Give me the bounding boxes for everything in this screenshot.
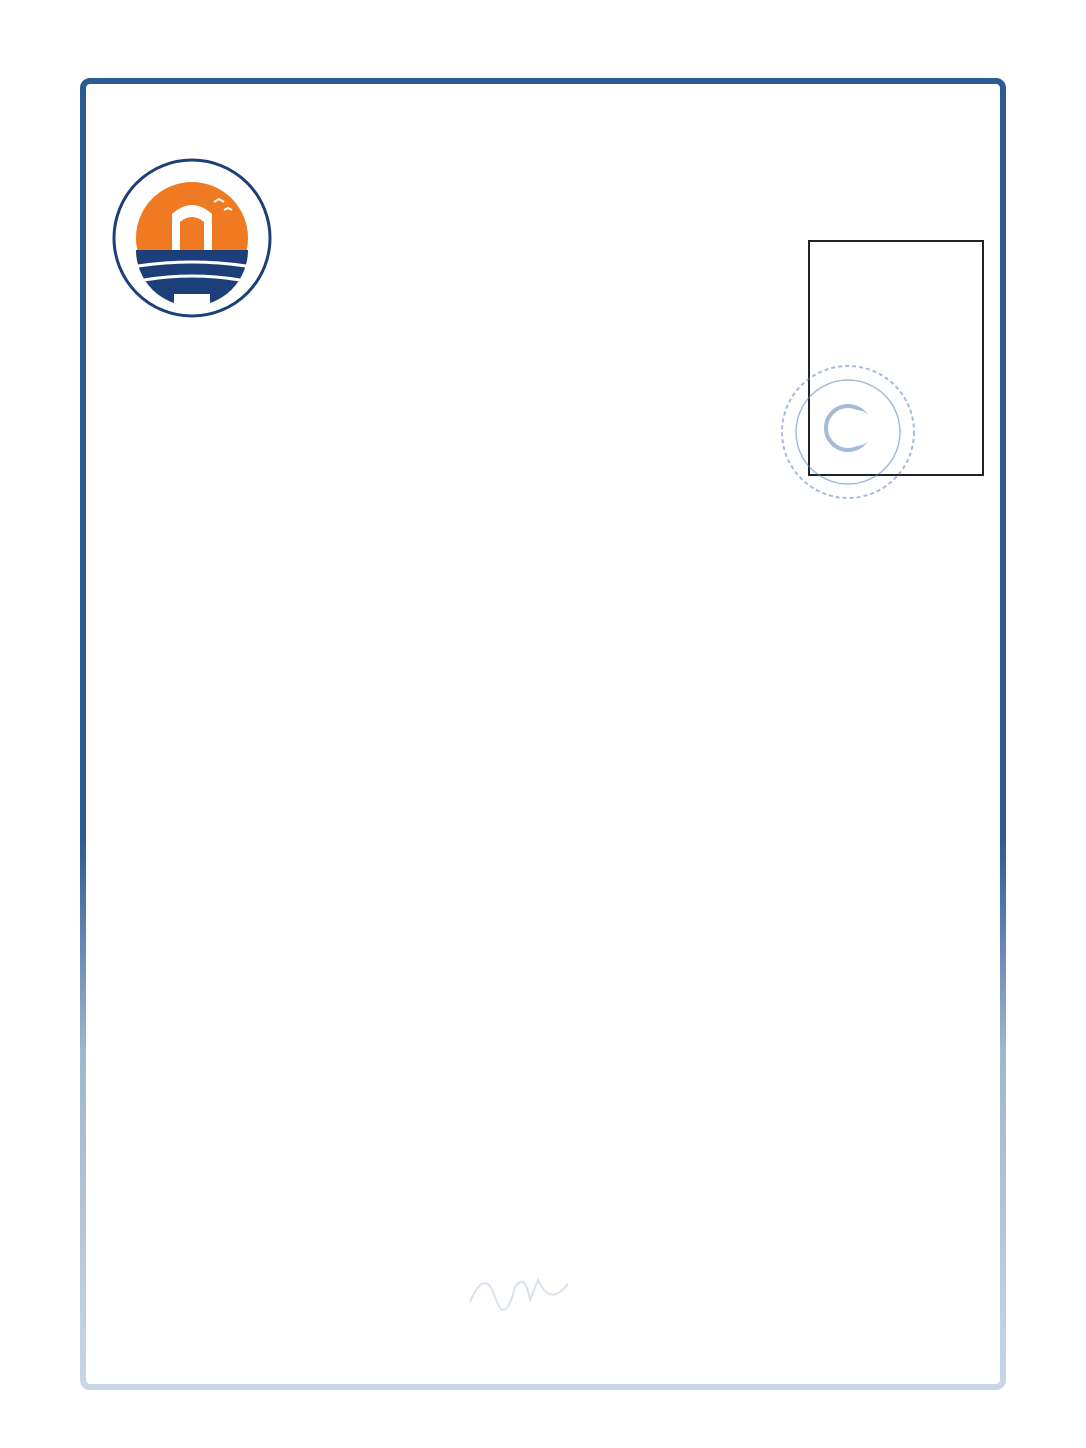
maltepe-municipality-logo [112,158,272,318]
handwritten-signature [460,1262,580,1322]
official-stamp [770,362,930,502]
